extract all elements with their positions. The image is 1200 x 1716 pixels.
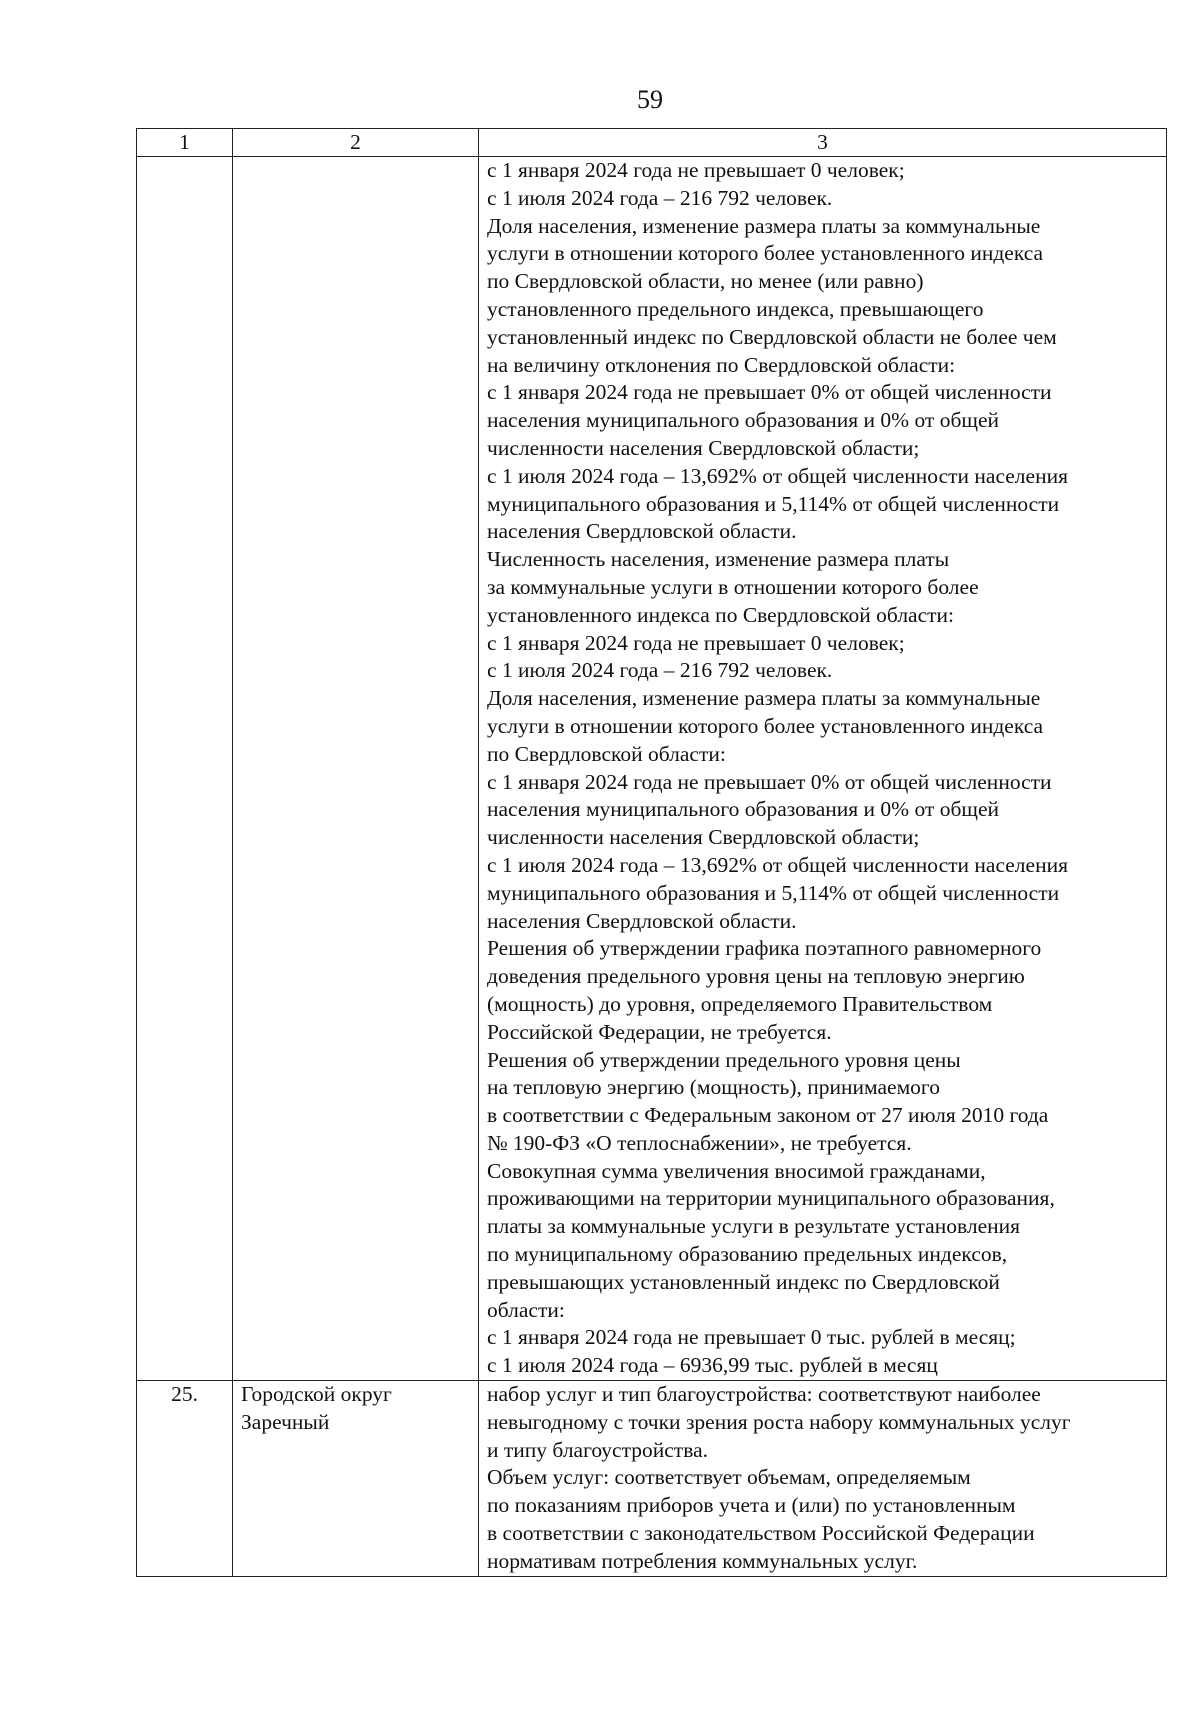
description-line: нормативам потребления коммунальных услуг. (487, 1548, 918, 1573)
description-line: с 1 июля 2024 года – 6936,99 тыс. рублей в месяц (487, 1353, 938, 1378)
description-line: муниципального образования и 5,114% от общей численности (487, 880, 1060, 905)
description-line: по муниципальному образованию предельных индексов, (487, 1242, 1008, 1267)
description-line: по показаниям приборов учета и (или) по установленным (487, 1493, 1016, 1518)
description-line: в соответствии с законодательством Российской Федерации (487, 1521, 1035, 1546)
description-line: населения Свердловской области. (487, 519, 797, 544)
table-row (137, 1381, 1167, 1577)
description-line: с 1 января 2024 года не превышает 0 человек; (487, 630, 905, 655)
description-line: установленного индекса по Свердловской области: (487, 602, 955, 627)
description-line: населения Свердловской области. (487, 908, 797, 933)
description-line: Российской Федерации, не требуется. (487, 1019, 832, 1044)
description-line: с 1 июля 2024 года – 13,692% от общей численности населения (487, 463, 1068, 488)
description-line: с 1 января 2024 года не превышает 0 тыс. рублей в месяц; (487, 1325, 1016, 1350)
municipality-name-line: Заречный (241, 1409, 330, 1434)
description-line: Объем услуг: соответствует объемам, определяемым (487, 1465, 971, 1490)
description-line: за коммунальные услуги в отношении которого более (487, 574, 979, 599)
description-line: Доля населения, изменение размера платы за коммунальные (487, 686, 1041, 711)
description-line: с 1 июля 2024 года – 216 792 человек. (487, 658, 833, 683)
description-line: проживающими на территории муниципального образования, (487, 1186, 1055, 1211)
column-header-3: 3 (479, 129, 1167, 157)
description-line: доведения предельного уровня цены на тепловую энергию (487, 964, 1025, 989)
description-line: с 1 января 2024 года не превышает 0% от общей численности (487, 380, 1052, 405)
description-line: № 190-ФЗ «О теплоснабжении», не требуется. (487, 1130, 912, 1155)
description-line: платы за коммунальные услуги в результате установления (487, 1214, 1021, 1239)
description-line: Решения об утверждении графика поэтапного равномерного (487, 936, 1042, 961)
description-line: с 1 января 2024 года не превышает 0 человек; (487, 158, 905, 182)
description-line: набор услуг и тип благоустройства: соответствуют наиболее (487, 1382, 1041, 1407)
row-number-cell (137, 157, 233, 1381)
description-cell (479, 157, 1167, 1381)
description-line: по Свердловской области, но менее (или равно) (487, 269, 924, 294)
description-line: превышающих установленный индекс по Свердловской (487, 1269, 1000, 1294)
description-line: Решения об утверждении предельного уровня цены (487, 1047, 961, 1072)
row-number-cell: 25. (137, 1381, 233, 1577)
description-line: Совокупная сумма увеличения вносимой гражданами, (487, 1158, 986, 1183)
description-line: услуги в отношении которого более установленного индекса (487, 713, 1044, 738)
description-line: по Свердловской области: (487, 741, 726, 766)
description-line: населения муниципального образования и 0% от общей (487, 408, 999, 433)
description-line: населения муниципального образования и 0% от общей (487, 797, 999, 822)
description-line: Доля населения, изменение размера платы за коммунальные (487, 213, 1041, 238)
description-line: услуги в отношении которого более установленного индекса (487, 241, 1044, 266)
description-line: в соответствии с Федеральным законом от 27 июля 2010 года (487, 1103, 1049, 1128)
page-number: 59 (637, 85, 663, 114)
column-header-1: 1 (137, 129, 233, 157)
description-line: (мощность) до уровня, определяемого Правительством (487, 991, 993, 1016)
description-cell (479, 1381, 1167, 1577)
data-table (136, 128, 1167, 1577)
description-line: муниципального образования и 5,114% от общей численности (487, 491, 1060, 516)
description-line: на тепловую энергию (мощность), принимаемого (487, 1075, 940, 1100)
description-line: и типу благоустройства. (487, 1437, 708, 1462)
description-line: с 1 января 2024 года не превышает 0% от общей численности (487, 769, 1052, 794)
description-line: установленного предельного индекса, превышающего (487, 296, 984, 321)
description-line: установленный индекс по Свердловской области не более чем (487, 324, 1057, 349)
description-line: численности населения Свердловской области; (487, 825, 920, 850)
municipality-name-cell (233, 157, 479, 1381)
description-line: невыгодному с точки зрения роста набору коммунальных услуг (487, 1409, 1071, 1434)
municipality-name-line: Городской округ (241, 1382, 392, 1407)
description-line: области: (487, 1297, 565, 1322)
table-row (137, 157, 1167, 1381)
table-body (137, 129, 1167, 1577)
description-line: с 1 июля 2024 года – 13,692% от общей численности населения (487, 852, 1068, 877)
column-header-2: 2 (233, 129, 479, 157)
municipality-name-cell (233, 1381, 479, 1577)
description-line: с 1 июля 2024 года – 216 792 человек. (487, 185, 833, 210)
table-header-row (137, 129, 1167, 157)
description-line: численности населения Свердловской области; (487, 435, 920, 460)
description-line: на величину отклонения по Свердловской области: (487, 352, 956, 377)
description-line: Численность населения, изменение размера платы (487, 547, 950, 572)
